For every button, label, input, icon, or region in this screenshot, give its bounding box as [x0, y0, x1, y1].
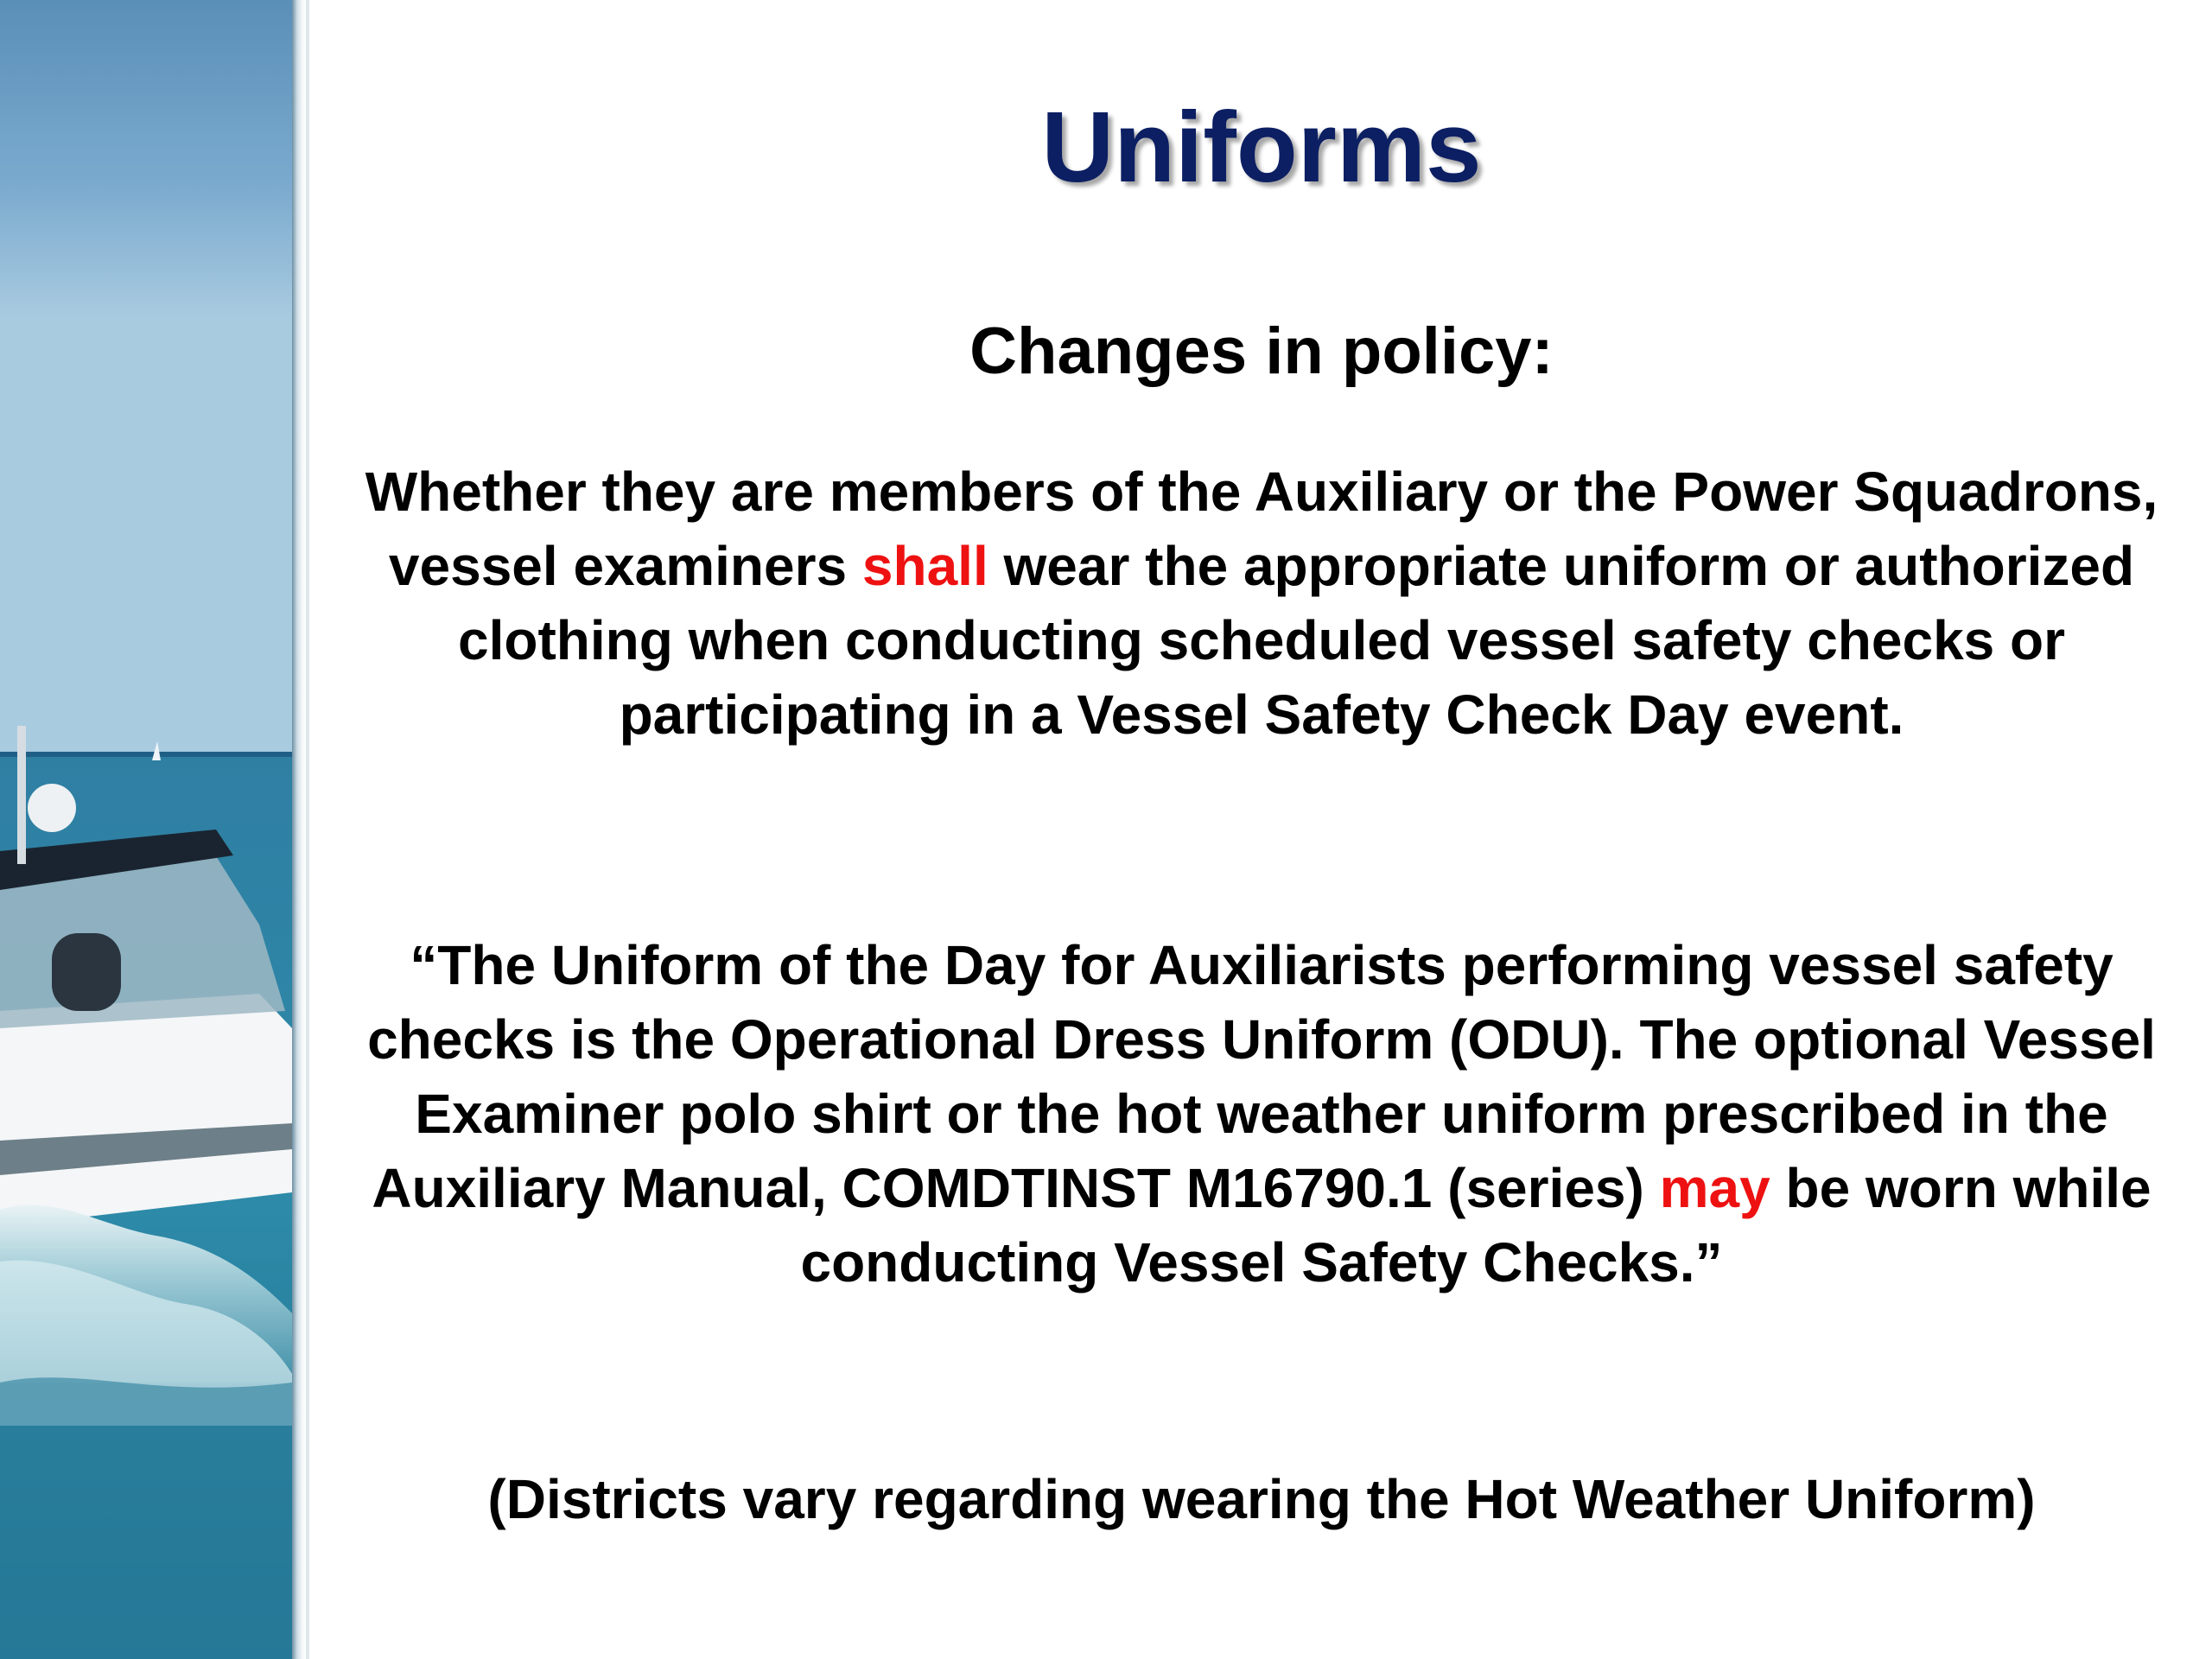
side-rule [306, 0, 309, 1659]
policy-paragraph [328, 454, 2195, 752]
policy-text-after: wear the appropriate uniform or authorized clothing when conducting scheduled vessel safety checks or participating in a Vessel Safety Check Day event. [457, 535, 2135, 746]
slide-content [328, 0, 2195, 1659]
slide-title: Uniforms [1041, 91, 1482, 203]
policy-text-before: Whether they are members of the Auxiliary or the Power Squadrons, vessel examiners [365, 461, 2158, 597]
quote-paragraph [328, 928, 2195, 1300]
districts-note: (Districts vary regarding wearing the Hot Weather Uniform) [487, 1468, 2036, 1530]
emphasis-may: may [1659, 1157, 1770, 1219]
boat-on-ocean-photo [0, 0, 292, 1659]
emphasis-shall: shall [861, 535, 988, 597]
slide-subtitle: Changes in policy: [969, 315, 1554, 388]
quote-text-before: “The Uniform of the Day for Auxiliarists performing vessel safety checks is the Operational Dress Uniform (ODU). The optional Vessel Examiner polo shirt or the hot weather uniform prescribed in the Auxiliary Manual, COMDTINST M16790.1 (series) [367, 934, 2156, 1219]
side-border [292, 0, 306, 1659]
quote-text-after: be worn while conducting Vessel Safety Checks.” [800, 1157, 2152, 1294]
